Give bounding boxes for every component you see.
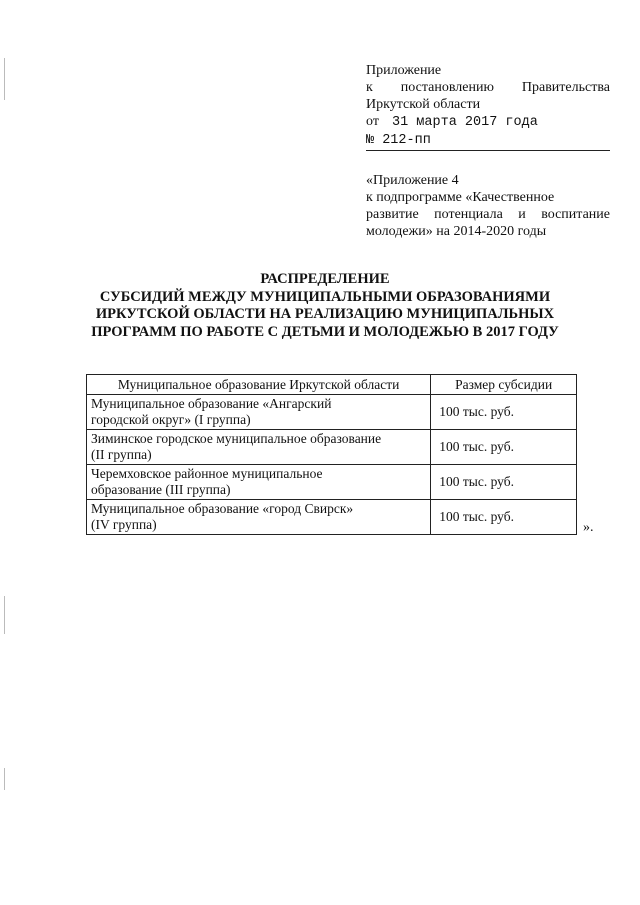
appendix-word: Правительства <box>521 80 610 95</box>
appendix-decree-line <box>366 79 610 96</box>
amount-cell: 100 тыс. руб. <box>431 430 577 465</box>
annex-word: потенциала <box>434 207 503 222</box>
amount-cell: 100 тыс. руб. <box>431 465 577 500</box>
title-line: РАСПРЕДЕЛЕНИЕ <box>260 271 390 287</box>
municipality-line: Черемховское районное муниципальное <box>91 466 323 481</box>
closing-quote: ». <box>583 520 594 535</box>
annex-justified-line <box>366 206 610 223</box>
municipality-cell <box>87 395 431 430</box>
municipality-cell <box>87 430 431 465</box>
scan-margin-mark <box>4 768 5 790</box>
appendix-word: к <box>366 80 373 95</box>
table-row <box>87 430 577 465</box>
municipality-line: (IV группа) <box>91 517 157 532</box>
scan-margin-mark <box>4 596 5 634</box>
appendix-number-line <box>366 131 610 151</box>
municipality-line: Муниципальное образование «город Свирск» <box>91 501 354 516</box>
appendix-word: постановлению <box>400 80 494 95</box>
annex-line: к подпрограмме «Качественное <box>366 190 555 205</box>
annex-word: и <box>518 207 526 222</box>
table-row <box>87 465 577 500</box>
subsidy-table <box>86 374 577 535</box>
amount-cell: 100 тыс. руб. <box>431 500 577 535</box>
column-header-amount: Размер субсидии <box>431 375 577 395</box>
appendix-region: Иркутской области <box>366 97 481 112</box>
table-row <box>87 395 577 430</box>
appendix-date-line <box>366 113 610 131</box>
annex-header <box>366 172 610 240</box>
municipality-line: городской округ» (I группа) <box>91 412 251 427</box>
scan-margin-mark <box>4 58 5 100</box>
annex-word: воспитание <box>541 207 610 222</box>
appendix-date: 31 марта 2017 года <box>392 115 538 130</box>
annex-line: молодежи» на 2014-2020 годы <box>366 224 547 239</box>
column-header-municipality: Муниципальное образование Иркутской области <box>87 375 431 395</box>
table-header-row <box>87 375 577 395</box>
title-line: СУБСИДИЙ МЕЖДУ МУНИЦИПАЛЬНЫМИ ОБРАЗОВАНИЯМИ <box>99 288 551 305</box>
title-line: ИРКУТСКОЙ ОБЛАСТИ НА РЕАЛИЗАЦИЮ МУНИЦИПАЛЬНЫХ <box>95 306 555 322</box>
annex-word: развитие <box>366 207 419 222</box>
date-prefix: от <box>366 114 379 129</box>
municipality-line: образование (III группа) <box>91 482 231 497</box>
appendix-number: № 212-пп <box>366 133 431 148</box>
municipality-line: (II группа) <box>91 447 152 462</box>
table-row <box>87 500 577 535</box>
annex-line: «Приложение 4 <box>366 173 459 188</box>
municipality-line: Муниципальное образование «Ангарский <box>91 396 332 411</box>
municipality-cell <box>87 500 431 535</box>
municipality-cell <box>87 465 431 500</box>
amount-cell: 100 тыс. руб. <box>431 395 577 430</box>
municipality-line: Зиминское городское муниципальное образование <box>91 431 382 446</box>
document-title <box>60 271 590 341</box>
appendix-header <box>366 62 610 151</box>
title-line: ПРОГРАММ ПО РАБОТЕ С ДЕТЬМИ И МОЛОДЕЖЬЮ В 2017 ГОДУ <box>91 323 559 340</box>
appendix-label: Приложение <box>366 63 442 78</box>
